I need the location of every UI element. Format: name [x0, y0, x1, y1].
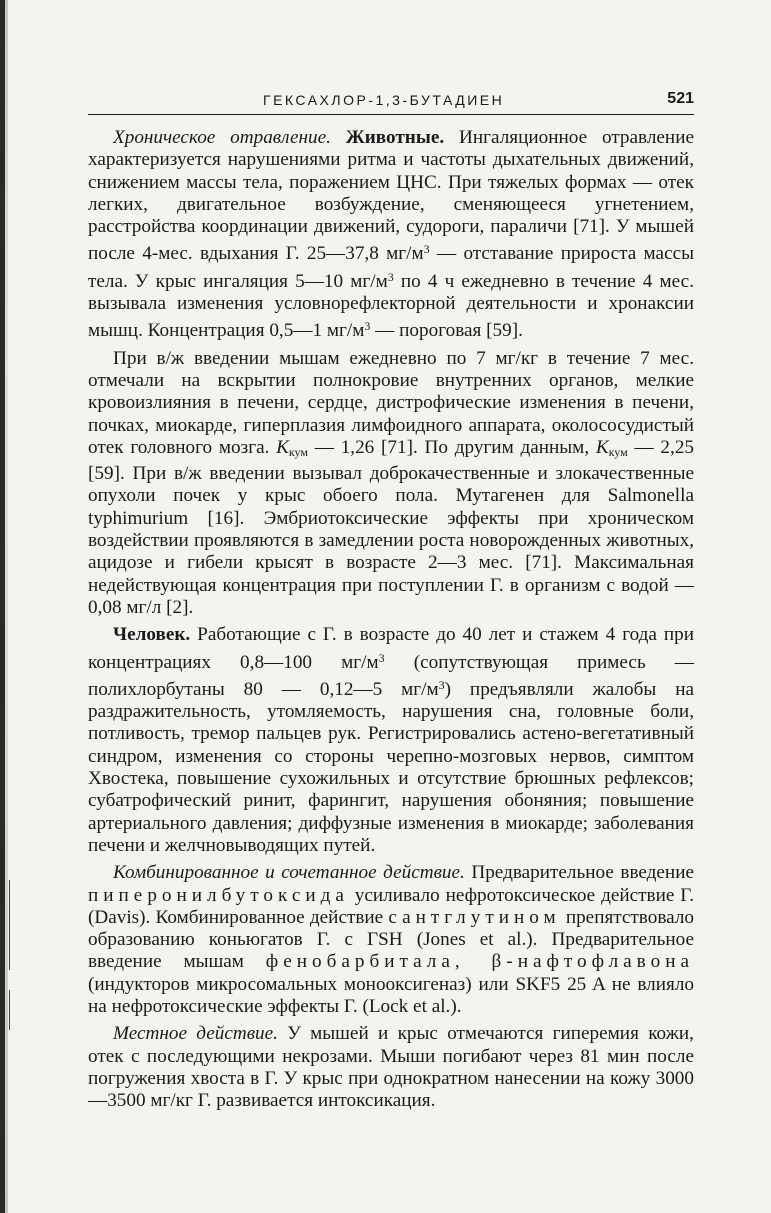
text-run: — 1,26 [71]. По другим данным, [308, 436, 596, 458]
section-heading-combined: Комбинированное и сочетанное действие. [113, 862, 465, 884]
paragraph-chronic-animals [88, 127, 694, 343]
margin-mark [9, 990, 10, 1030]
text-run: При в/ж введении мышам ежедневно по 7 мг/кг в течение 7 мес. отмечали на вскрытии полнокровие внутренних органов, мелкие кровоизлияния в печени, сердце, дистрофические изменения в печени, почках, миокарде, гиперплазия лимфоидного аппарата, околососудистый отек головного мозга. [88, 347, 694, 458]
text-run: по 4 ч ежедневно в течение 4 мес. вызывала изменения условнорефлекторной деятельности и хронаксии мышц. Концентрация 0,5—1 мг/м [88, 270, 694, 342]
body-text [88, 127, 694, 1112]
running-title: ГЕКСАХЛОР-1,3-БУТАДИЕН [263, 92, 505, 108]
text-run: ) предъявляли жалобы на раздражительность, утомляемость, нарушения сна, головные боли, потливость, тремор пальцев рук. Регистрировались астено-вегетативный синдром, изменения со стороны черепно-мозговых нервов, симптом Хвостека, повышение сухожильных и отсутствие брюшных рефлексов; субатрофический ринит, фарингит, нарушения обоняния; повышение артериального давления; диффузные изменения в миокарде; заболевания печени и желчновыводящих путей. [88, 678, 695, 856]
subscript: кум [288, 444, 308, 459]
superscript: 3 [387, 269, 394, 284]
running-header [88, 88, 694, 115]
paragraph-human [88, 624, 694, 857]
superscript: 3 [364, 319, 371, 334]
spaced-term: фенобарбитала, β-нафтофлавона [265, 951, 694, 973]
text-run: препятствовало образованию коньюгатов Г. с ГSH (Jones et al.). Предварительное введение мышам [88, 906, 694, 973]
coefficient-symbol: К [276, 436, 289, 458]
scan-shadow [5, 0, 8, 1213]
subscript: кум [608, 444, 628, 459]
paragraph-local-action [88, 1023, 694, 1112]
text-run: (индукторов микросомальных монооксигеназ) или SKF5 25 A не влияло на нефротоксические эффекты Г. (Lock et al.). [88, 973, 694, 1017]
superscript: 3 [423, 242, 430, 257]
text-run: Работающие с Г. в возрасте до 40 лет и стажем 4 года при концентрациях 0,8—100 мг/м [88, 624, 694, 673]
section-heading-chronic: Хроническое отравление. [113, 127, 331, 148]
section-heading-local: Местное действие. [113, 1023, 278, 1045]
text-run: У мышей и крыс отмечаются гиперемия кожи, отек с последующими некрозами. Мыши погибают через 81 мин после погружения хвоста в Г. У крыс при однократном нанесении на кожу 3000—3500 мг/кг Г. развивается интоксикация. [88, 1023, 694, 1112]
paragraph-combined-action [88, 862, 694, 1018]
margin-mark [9, 880, 10, 970]
text-run: — пороговая [59]. [370, 320, 523, 342]
spaced-term: пиперонилбутоксида [88, 884, 349, 906]
text-run: Предварительное введение [464, 862, 694, 884]
subheading-animals: Животные. [345, 127, 445, 148]
spaced-term: антглутином [402, 906, 561, 928]
paragraph-oral-administration [88, 348, 694, 620]
text-run: усиливало нефротоксическое действие Г. (Davis). Комбинированное действие с [88, 884, 694, 928]
text-run: — отставание прироста массы тела. У крыс ингаляция 5—10 мг/м [88, 243, 694, 292]
superscript: 3 [438, 677, 445, 692]
page-number: 521 [667, 90, 694, 107]
text-run: Ингаляционное отравление характеризуется нарушениями ритма и частоты дыхательных движений, снижением массы тела, поражением ЦНС. При тяжелых формах — отек легких, двигательное возбуждение, сменяющееся угнетением, расстройства координации движений, судороги, параличи [71]. У мышей после 4-мес. вдыхания Г. 25—37,8 мг/м [88, 127, 694, 265]
superscript: 3 [378, 650, 385, 665]
text-run: — 2,25 [59]. При в/ж введении вызывал доброкачественные и злокачественные опухоли почек у крыс обоего пола. Мутагенен для Salmonella typhimurium [16]. Эмбриотоксические эффекты при хроническом воздействии проявляются в замедлении роста новорожденных животных, ацидозе и гибели крысят в возрасте 2—3 мес. [71]. Максимальная недействующая концентрация при поступлении Г. в организм с водой — 0,08 мг/л [2]. [88, 436, 695, 618]
book-page [88, 88, 694, 1117]
subheading-human: Человек. [113, 624, 191, 646]
text-run: (сопутствующая примесь — полихлорбутаны 80 — 0,12—5 мг/м [88, 651, 694, 700]
coefficient-symbol: К [595, 436, 609, 458]
